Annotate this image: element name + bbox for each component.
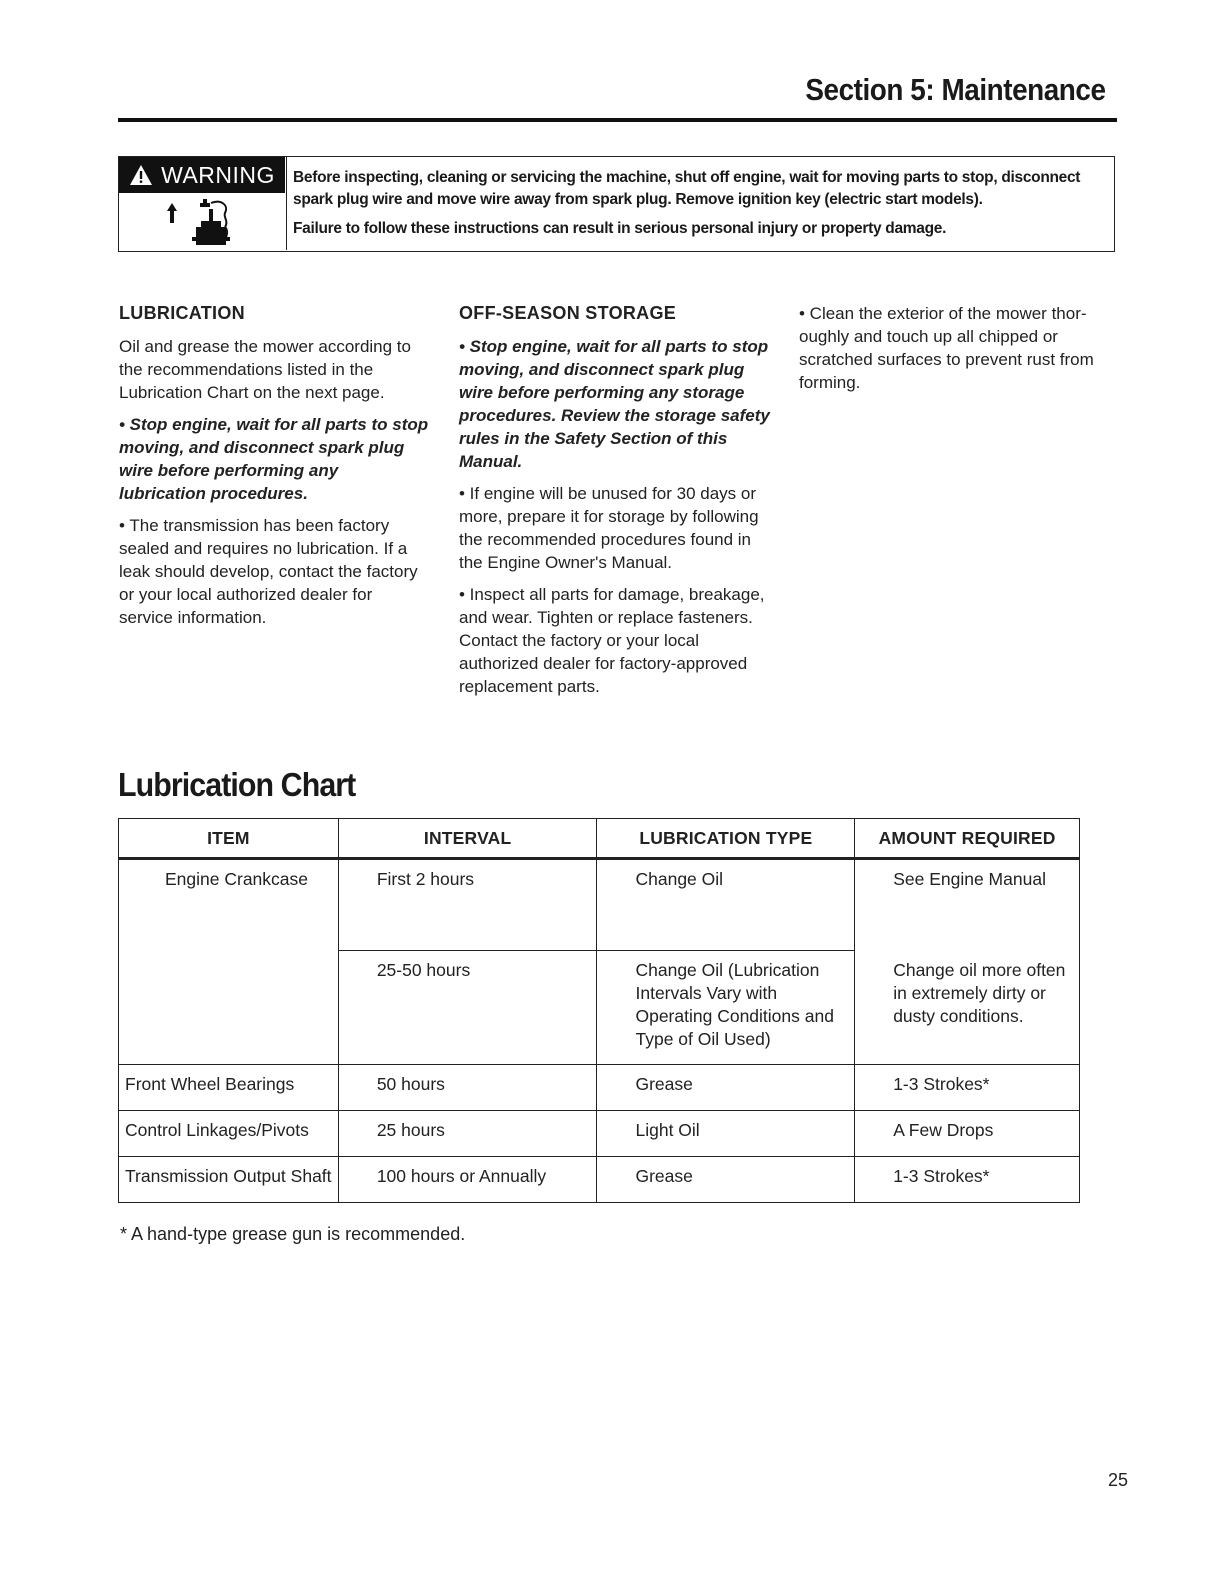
disconnect-spark-plug-icon (159, 195, 249, 249)
table-cell: Light Oil (597, 1111, 855, 1157)
table-cell: 100 hours or Annually (338, 1157, 597, 1203)
table-cell (119, 951, 339, 1065)
table-cell: Transmission Output Shaft (119, 1157, 339, 1203)
storage-clean-note: • Clean the exterior of the mower thor-oughly and touch up all chipped or scratched surfaces to prevent rust from forming. (799, 304, 1094, 392)
title-divider (118, 118, 1117, 122)
table-cell: 25 hours (338, 1111, 597, 1157)
table-cell: See Engine Manual (855, 859, 1080, 951)
chart-footnote: * A hand-type grease gun is recommended. (120, 1224, 466, 1244)
lubrication-heading: LUBRICATION (119, 303, 245, 323)
column-header-lubrication-type: LUBRICATION TYPE (597, 819, 855, 859)
table-cell: Change oil more often in extremely dirty or dusty conditions. (855, 951, 1080, 1065)
table-cell: Engine Crankcase (119, 859, 339, 951)
table-cell: 25-50 hours (338, 951, 597, 1065)
table-cell: Change Oil (597, 859, 855, 951)
table-cell: 1-3 Strokes* (855, 1065, 1080, 1111)
storage-inspect-note: • Inspect all parts for damage, breakage, and wear. Tighten or replace fasteners. Contact the factory or your local authorized dealer for factory-approved replacement parts. (459, 585, 765, 696)
warning-triangle-icon (129, 164, 153, 186)
column-header-amount: AMOUNT REQUIRED (855, 819, 1080, 859)
lubrication-chart-heading: Lubrication Chart (118, 766, 356, 803)
table-cell: Control Linkages/Pivots (119, 1111, 339, 1157)
section-title: Section 5: Maintenance (805, 72, 1106, 107)
table-row (119, 859, 1080, 951)
lubrication-safety-note: • Stop engine, wait for all parts to stop moving, and disconnect spark plug wire before performing any lubrication procedures. (119, 415, 429, 503)
table-cell: First 2 hours (338, 859, 597, 951)
warning-symbol-panel (119, 157, 287, 250)
column-header-item: ITEM (119, 819, 339, 859)
table-row (119, 1111, 1080, 1157)
warning-label-text: WARNING (161, 161, 275, 188)
table-cell: 1-3 Strokes* (855, 1157, 1080, 1203)
table-cell: Grease (597, 1065, 855, 1111)
lubrication-intro: Oil and grease the mower according to the recommendations listed in the Lubrication Chart on the next page. (119, 337, 411, 402)
storage-engine-note: • If engine will be unused for 30 days or more, prepare it for storage by following the recommended procedures found in the Engine Owner's Manual. (459, 484, 759, 572)
warning-box (118, 156, 1115, 252)
storage-heading: OFF-SEASON STORAGE (459, 303, 677, 323)
table-header-row (119, 819, 1080, 859)
warning-label (119, 157, 285, 193)
lubrication-section (119, 302, 429, 638)
table-row (119, 1065, 1080, 1111)
page-number: 25 (1107, 1470, 1128, 1490)
warning-instructions: Before inspecting, cleaning or servicing the machine, shut off engine, wait for moving parts to stop, disconnect spark plug wire and move wire away from spark plug. Remove ignition key (electric start models). (293, 169, 1081, 208)
table-row (119, 951, 1080, 1065)
table-cell: Front Wheel Bearings (119, 1065, 339, 1111)
column-header-interval: INTERVAL (338, 819, 597, 859)
table-cell: A Few Drops (855, 1111, 1080, 1157)
transmission-note: • The transmission has been factory sealed and requires no lubrication. If a leak should develop, contact the factory or your local authorized dealer for service information. (119, 516, 418, 627)
lubrication-chart-table (118, 818, 1080, 1203)
table-cell: Grease (597, 1157, 855, 1203)
storage-section (459, 302, 774, 707)
storage-safety-note: • Stop engine, wait for all parts to stop moving, and disconnect spark plug wire before performing any storage procedures. Review the storage safety rules in the Safety Section of this Manual. (459, 337, 770, 471)
warning-consequence: Failure to follow these instructions can result in serious personal injury or property damage. (293, 220, 947, 237)
table-cell: Change Oil (Lubrication Intervals Vary with Operating Conditions and Type of Oil Used) (597, 951, 855, 1065)
storage-section-continued (799, 302, 1109, 403)
warning-text (293, 167, 1106, 240)
table-cell: 50 hours (338, 1065, 597, 1111)
table-row (119, 1157, 1080, 1203)
